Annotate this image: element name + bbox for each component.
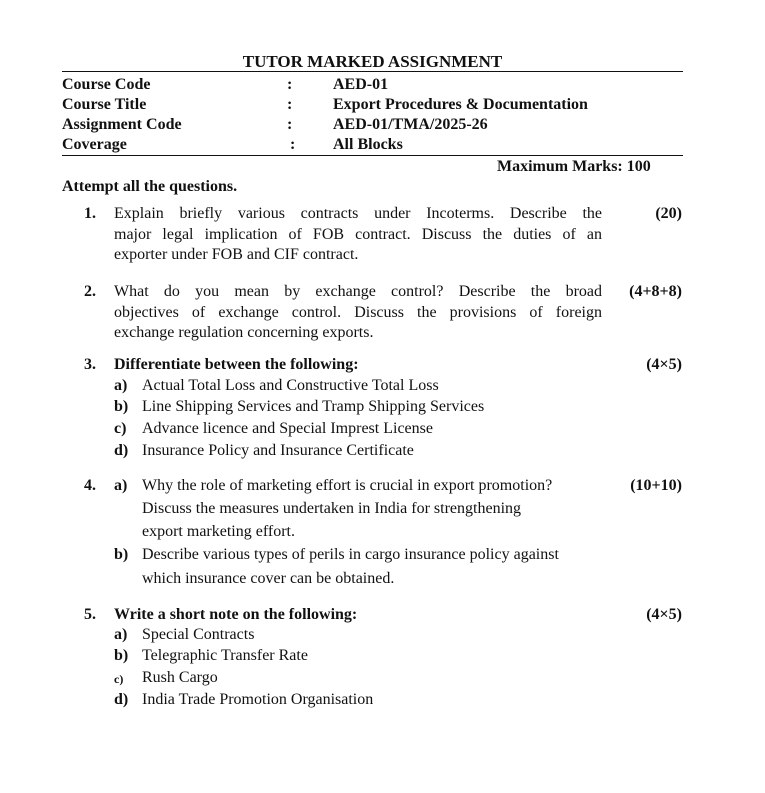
question-heading: Write a short note on the following:: [114, 606, 358, 623]
question-heading: Differentiate between the following:: [114, 356, 359, 373]
question-line: Explain briefly various contracts under Incoterms. Describe the: [114, 205, 602, 222]
item-text: Rush Cargo: [142, 669, 218, 686]
item-text: Advance licence and Special Imprest License: [142, 420, 433, 437]
question-line: exporter under FOB and CIF contract.: [114, 246, 359, 263]
item-letter: b): [114, 647, 129, 664]
header-bottom-rule: [62, 155, 683, 156]
course-code-value: AED-01: [333, 76, 389, 93]
item-letter: c): [114, 672, 124, 686]
question-number: 2.: [84, 283, 96, 300]
item-line: export marketing effort.: [142, 523, 295, 540]
question-marks: (4×5): [646, 606, 682, 623]
item-letter: d): [114, 442, 129, 459]
question-marks: (10+10): [630, 477, 682, 494]
assignment-code-value: AED-01/TMA/2025-26: [333, 116, 488, 133]
item-line: which insurance cover can be obtained.: [142, 570, 395, 587]
assignment-code-sep: :: [287, 116, 293, 133]
coverage-label: Coverage: [62, 136, 127, 153]
item-letter: d): [114, 691, 129, 708]
item-letter: a): [114, 477, 128, 494]
question-number: 4.: [84, 477, 96, 494]
item-text: Special Contracts: [142, 626, 255, 643]
question-marks: (20): [655, 205, 682, 222]
item-line: Describe various types of perils in cargo insurance policy against: [142, 546, 559, 563]
page-title: TUTOR MARKED ASSIGNMENT: [242, 52, 503, 71]
course-code-label: Course Code: [62, 76, 151, 93]
question-line: major legal implication of FOB contract. Discuss the duties of an: [114, 225, 602, 243]
item-letter: b): [114, 398, 129, 415]
question-number: 1.: [84, 205, 96, 222]
question-line: exchange regulation concerning exports.: [114, 324, 374, 341]
maximum-marks: Maximum Marks: 100: [497, 158, 651, 175]
item-line: Discuss the measures undertaken in India for strengthening: [142, 500, 522, 517]
question-number: 5.: [84, 606, 96, 623]
coverage-value: All Blocks: [333, 136, 403, 153]
item-text: India Trade Promotion Organisation: [142, 691, 374, 708]
assignment-code-label: Assignment Code: [62, 116, 182, 133]
course-title-label: Course Title: [62, 96, 147, 113]
question-line: What do you mean by exchange control? Describe the broad: [114, 283, 602, 300]
item-text: Line Shipping Services and Tramp Shipping Services: [142, 398, 485, 415]
course-title-value: Export Procedures & Documentation: [333, 96, 588, 113]
question-number: 3.: [84, 356, 96, 373]
instruction: Attempt all the questions.: [62, 178, 238, 195]
item-letter: a): [114, 626, 128, 643]
question-marks: (4×5): [646, 356, 682, 373]
item-letter: c): [114, 420, 127, 437]
item-letter: a): [114, 377, 128, 394]
item-text: Actual Total Loss and Constructive Total Loss: [142, 377, 439, 394]
header-top-rule: [62, 71, 683, 72]
course-code-sep: :: [287, 76, 293, 93]
course-title-sep: :: [287, 96, 293, 113]
item-letter: b): [114, 546, 129, 563]
item-text: Telegraphic Transfer Rate: [142, 647, 308, 664]
question-line: objectives of exchange control. Discuss the provisions of foreign: [114, 303, 602, 321]
item-text: Insurance Policy and Insurance Certificate: [142, 442, 414, 459]
item-line: Why the role of marketing effort is crucial in export promotion?: [142, 477, 553, 494]
question-marks: (4+8+8): [629, 283, 682, 300]
coverage-sep: :: [290, 136, 296, 153]
